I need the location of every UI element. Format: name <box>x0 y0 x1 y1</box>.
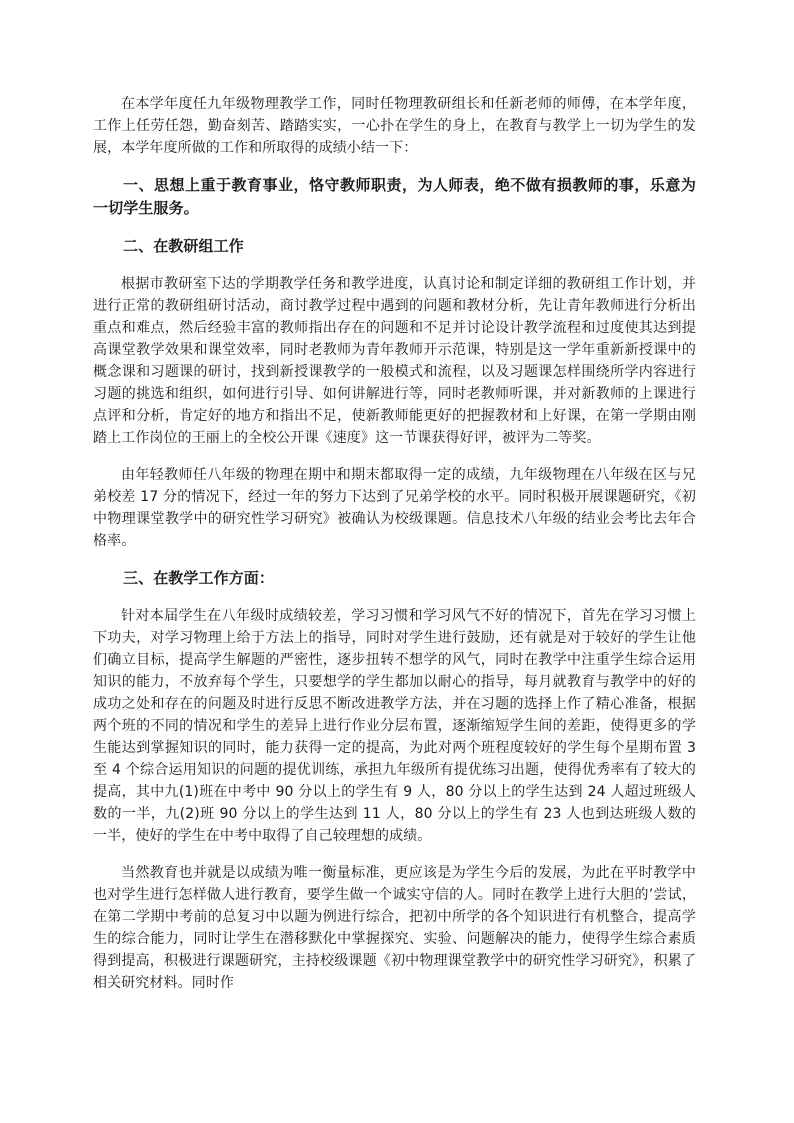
section-heading-1: 一、思想上重于教育事业，恪守教师职责，为人师表，绝不做有损教师的事，乐意为一切学生服务。 <box>93 176 696 217</box>
teaching-research-paragraph: 根据市教研室下达的学期教学任务和教学进度，认真讨论和制定详细的教研组工作计划，并进行正常的教研组研讨活动，商讨教学过程中遇到的问题和教材分析，先让青年教师进行分析出重点和难点，然后经验丰富的教师指出存在的问题和不足并讨论设计教学流程和过度使其达到提高课堂教学效果和课堂效率，同时老教师为青年教师开示范课，特别是这一学年重新新授课中的概念课和习题课的研讨，找到新授课教学的一般模式和流程，以及习题课怎样围绕所学内容进行习题的挑选和组织，如何进行引导、如何讲解进行等，同时老教师听课，并对新教师的上课进行点评和分析，肯定好的地方和指出不足，使新教师能更好的把握教材和上好课，在第一学期由刚踏上工作岗位的王丽上的全校公开课《速度》这一节课获得好评，被评为二等奖。 <box>93 276 696 446</box>
results-paragraph: 由年轻教师任八年级的物理在期中和期末都取得一定的成绩，九年级物理在八年级在区与兄弟校差 17 分的情况下，经过一年的努力下达到了兄弟学校的水平。同时积极开展课题研究，《初中物理课堂教学中的研究性学习研究》被确认为校级课题。信息技术八年级的结业会考比去年合格率。 <box>93 467 696 549</box>
section-heading-3: 三、在教学工作方面： <box>123 569 275 587</box>
teaching-work-paragraph: 针对本届学生在八年级时成绩较差，学习习惯和学习风气不好的情况下，首先在学习习惯上下功夫，对学习物理上给于方法上的指导，同时对学生进行鼓励，还有就是对于较好的学生让他们确立目标，提高学生解题的严密性，逐步扭转不想学的风气，同时在教学中注重学生综合运用知识的能力，不放弃每个学生，只要想学的学生都加以耐心的指导，每月就教育与教学中的好的成功之处和存在的问题及时进行反思不断改进教学方法，并在习题的选择上作了精心准备，根据两个班的不同的情况和学生的差异上进行作业分层布置，逐渐缩短学生间的差距，使得更多的学生能达到掌握知识的同时，能力获得一定的提高，为此对两个班程度较好的学生每个星期布置 3 至 4 个综合运用知识的问题的提优训练，承担九年级所有提优练习出题，使得优秀率有了较大的提高，其中九(1)班在中考中 90 分以上的学生有 9 人，80 分以上的学生达到 24 人超过班级人数的一半，九(2)班 90 分以上的学生达到 11 人，80 分以上的学生有 23 人也到达班级人数的一半，使好的学生在中考中取得了自己较理想的成绩。 <box>93 608 696 844</box>
education-paragraph: 当然教育也并就是以成绩为唯一衡量标准，更应该是为学生今后的发展，为此在平时教学中也对学生进行怎样做人进行教育，要学生做一个诚实守信的人。同时在教学上进行大胆的’尝试，在第二学期中考前的总复习中以题为例进行综合，把初中所学的各个知识进行有机整合，提高学生的综合能力，同时让学生在潜移默化中掌握探究、实验、问题解决的能力，使得学生综合素质得到提高，积极进行课题研究，主持校级课题《初中物理课堂教学中的研究性学习研究》，积累了相关研究材料。同时作 <box>93 865 696 991</box>
document-page <box>93 93 696 1009</box>
section-heading-2: 二、在教研组工作 <box>123 237 244 255</box>
intro-paragraph: 在本学年度任九年级物理教学工作，同时任物理教研组长和任新老师的师傅，在本学年度，工作上任劳任怨，勤奋刻苦、踏踏实实，一心扑在学生的身上，在教育与教学上一切为学生的发展，本学年度所做的工作和所取得的成绩小结一下： <box>93 96 696 156</box>
